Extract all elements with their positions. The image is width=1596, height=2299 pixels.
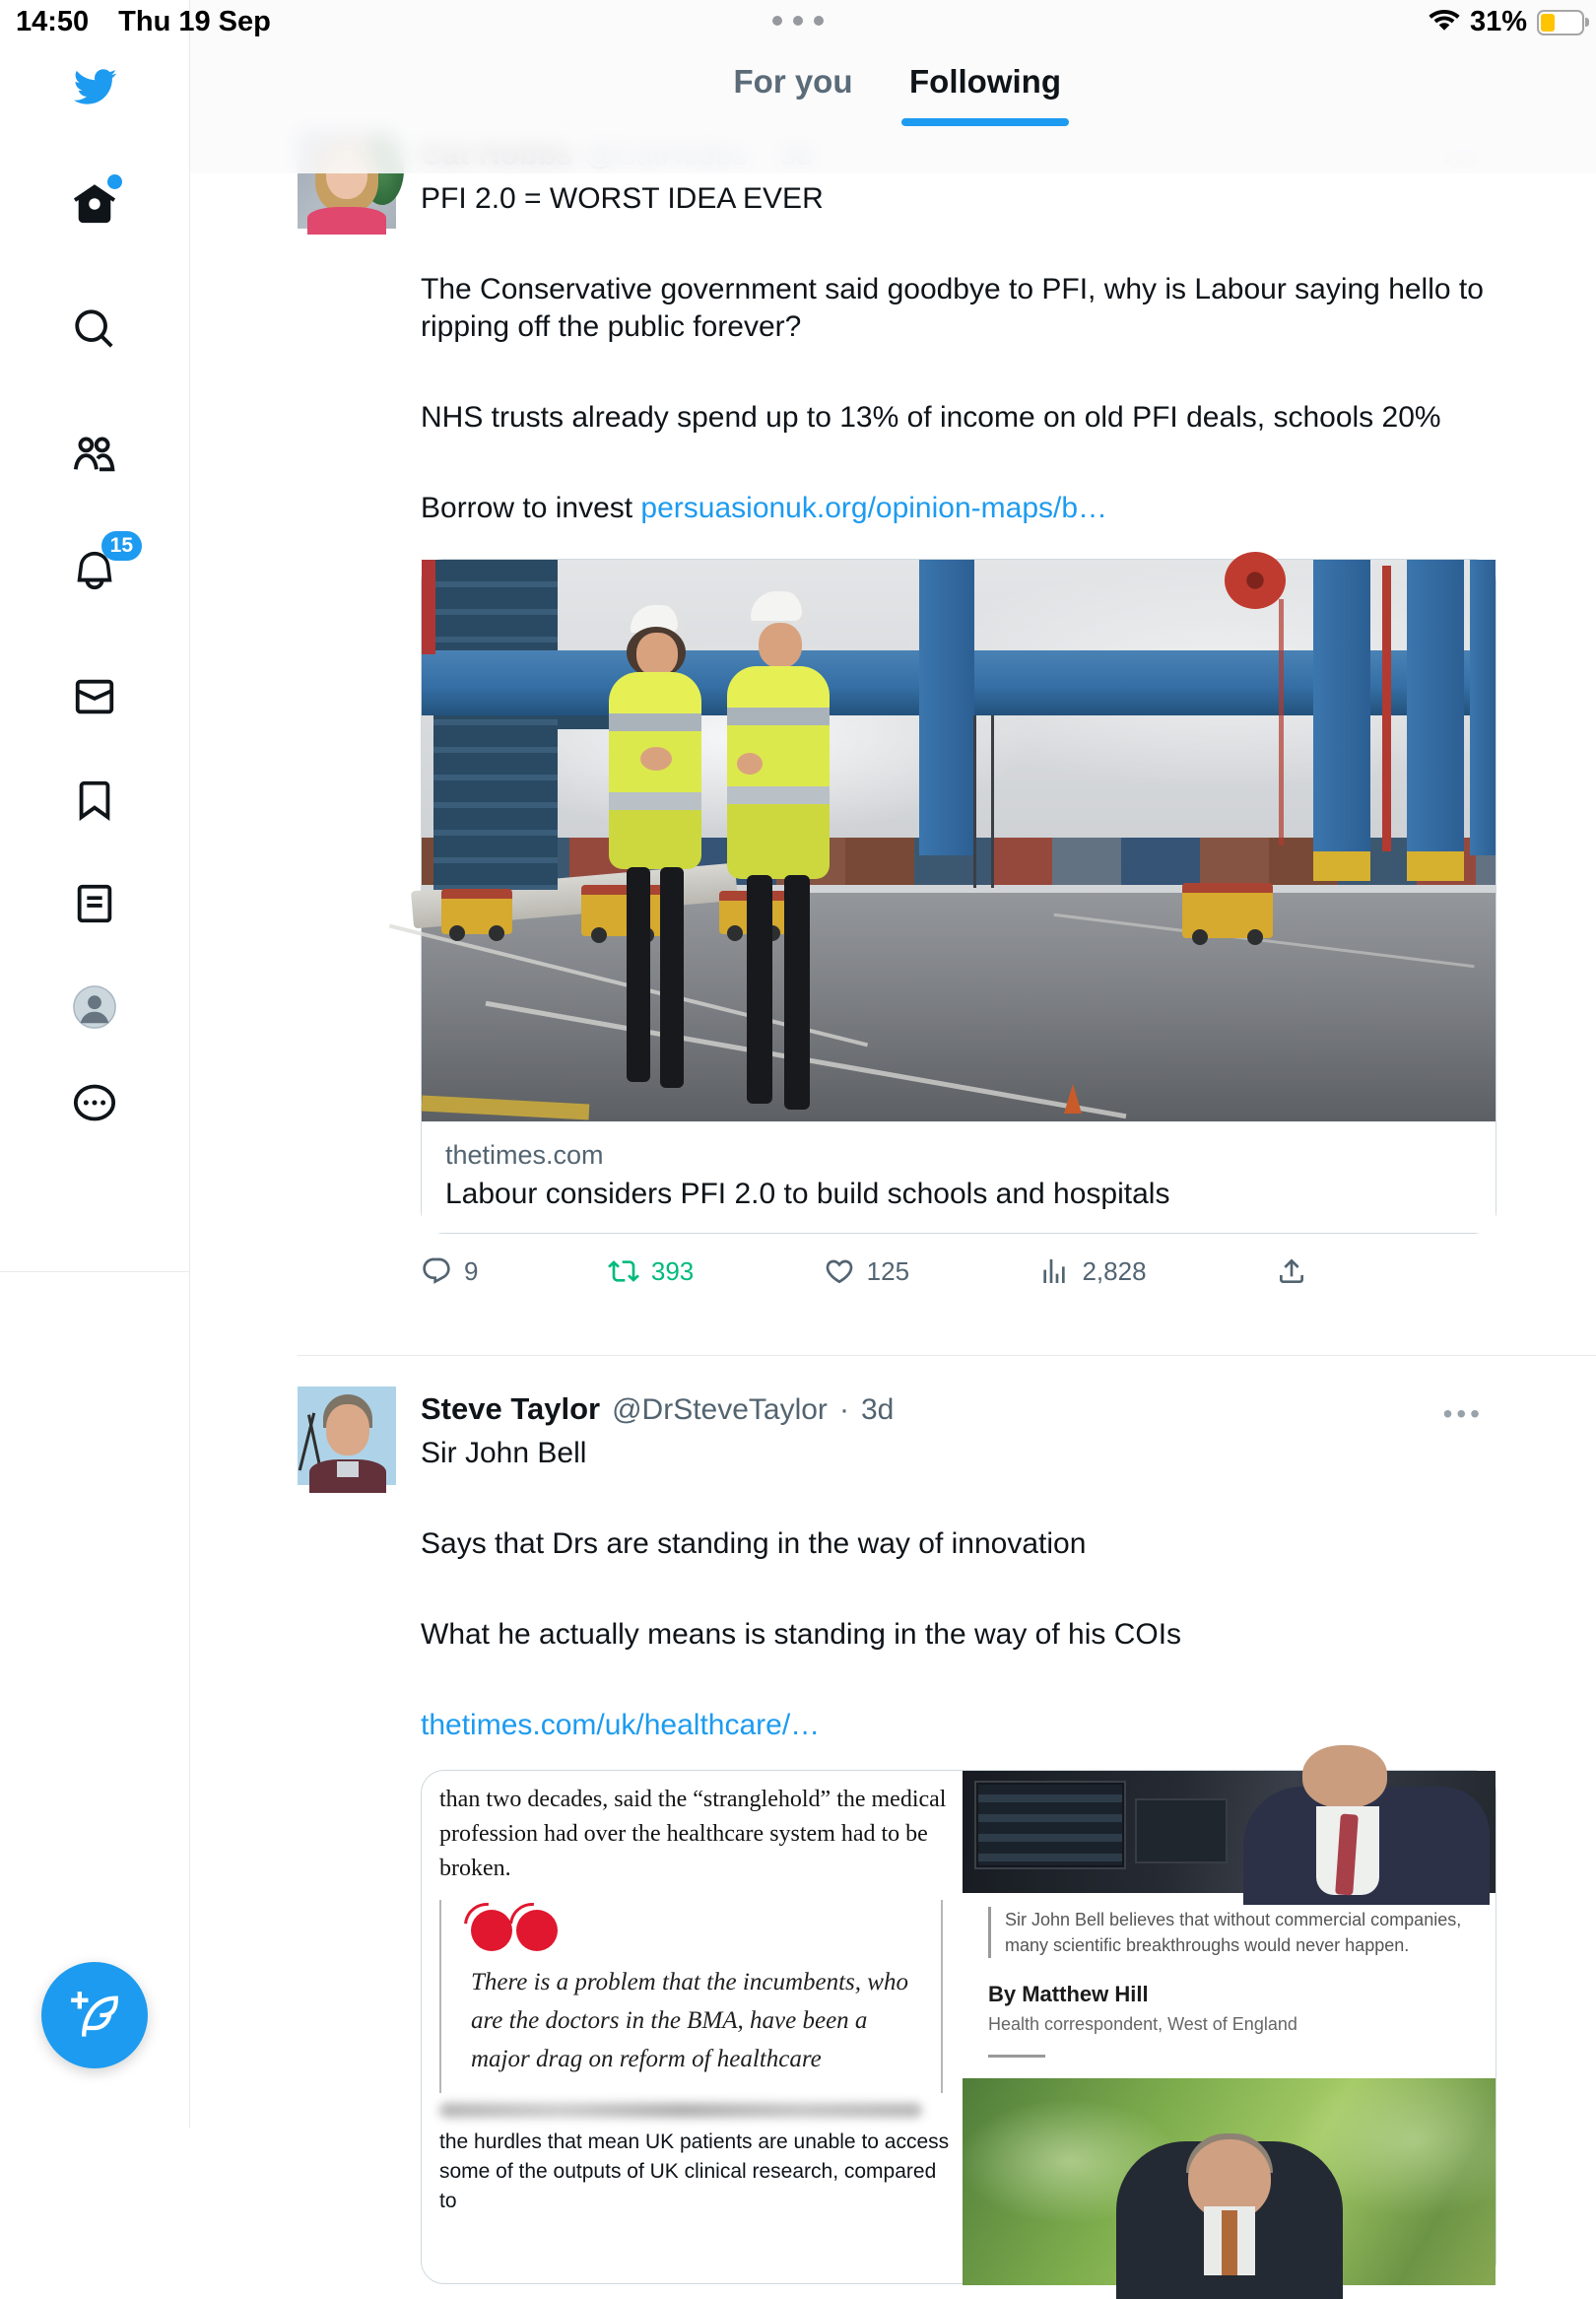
multitasking-indicator[interactable] (772, 16, 824, 26)
reply-icon (421, 1255, 452, 1287)
link-card[interactable] (421, 559, 1496, 1234)
tweet-link[interactable]: thetimes.com/uk/healthcare/… (421, 1709, 821, 1741)
sidebar-item-bookmarks[interactable] (69, 775, 120, 826)
communities-icon (72, 432, 117, 477)
quote-marks-icon (471, 1910, 927, 1951)
views-icon (1038, 1255, 1070, 1287)
tweet-text-line: Says that Drs are standing in the way of innovation (421, 1527, 1087, 1560)
tweet-text-line (421, 1707, 1491, 1744)
tweet-steve-taylor[interactable]: ••• Steve Taylor @DrSteveTaylor · 3d Sir John Bell Says that Drs are standing in the way of innovation What he actually means is standing in the way of his COIs thetimes.com/uk/healthcare/… than two decades, said the “stranglehold” the medical profession had over the healthcare system had to be broken. There is a problem that the incumbents, who are the doctors in the BMA, have been a major drag on reform of healthcare the hurdles that mean UK patients are unable to access some of the outputs of UK clinical research, compared to Sir John Bell believes that without commercial companies, many scientific breakthroughs would never happen. By Matthew Hill Health correspondent, West of England (189, 1355, 1596, 2284)
sidebar-item-communities[interactable] (69, 429, 120, 480)
profile-avatar-icon (72, 984, 117, 1030)
battery-icon (1537, 10, 1584, 35)
article-photo-sir-john-bell (963, 1771, 1496, 1893)
sidebar-divider (0, 1271, 189, 1272)
views-count: 2,828 (1082, 1256, 1147, 1286)
engagement-bar (421, 1255, 1307, 1287)
tweet-cat-hobbs[interactable] (189, 118, 1596, 1287)
wifi-icon (1429, 10, 1460, 35)
tweet-timestamp: 3d (860, 1393, 895, 1426)
notifications-badge: 15 (101, 531, 142, 561)
article-paragraph: than two decades, said the “stranglehold” the medical profession had over the healthcare system had to be broken. (439, 1787, 947, 1881)
author-handle[interactable]: @DrSteveTaylor (612, 1393, 828, 1426)
tweet-text-line: Borrow to invest persuasionuk.org/opinion-maps/b… (421, 492, 1108, 524)
tweet-link[interactable]: persuasionuk.org/opinion-maps/b… (640, 492, 1108, 524)
reply-button[interactable] (421, 1255, 478, 1287)
date: Thu 19 Sep (118, 6, 271, 37)
tab-following[interactable]: Following (909, 63, 1061, 100)
twitter-logo[interactable] (69, 61, 120, 112)
more-circle-icon (72, 1080, 117, 1125)
article-photo-second (963, 2078, 1496, 2285)
blurred-text-band (439, 2103, 922, 2118)
sidebar-item-home[interactable] (69, 178, 120, 230)
article-byline-role: Health correspondent, West of England (988, 2014, 1297, 2034)
article-byline: By Matthew Hill (988, 1982, 1149, 2006)
article-divider (988, 2055, 1045, 2058)
sidebar-item-search[interactable] (69, 304, 120, 355)
tweet-separator (298, 1355, 1596, 1356)
person-hi-vis-right (717, 585, 839, 1117)
avatar-steve-taylor[interactable] (298, 1386, 396, 1485)
article-photo-caption: Sir John Bell believes that without commercial companies, many scientific breakthroughs would never happen. (988, 1907, 1470, 1958)
timeline (189, 0, 1596, 2212)
repost-button[interactable] (608, 1255, 694, 1287)
share-icon (1276, 1255, 1307, 1287)
bookmark-icon (72, 778, 117, 823)
article-left-column (422, 1771, 963, 2283)
share-button[interactable] (1276, 1255, 1307, 1287)
sidebar-item-messages[interactable] (69, 671, 120, 722)
link-card-domain: thetimes.com (445, 1140, 604, 1170)
timeline-header (189, 0, 1596, 173)
link-card-title: Labour considers PFI 2.0 to build schools and hospitals (445, 1178, 1170, 1210)
battery-fill (1541, 14, 1555, 32)
reply-count: 9 (464, 1256, 479, 1286)
sidebar-item-more[interactable] (69, 1077, 120, 1128)
status-bar-right (1429, 6, 1584, 38)
tweet-text-line: Sir John Bell (421, 1437, 587, 1469)
article-right-column (963, 1771, 1496, 2283)
tweet-text-line: What he actually means is standing in the way of his COIs (421, 1618, 1182, 1651)
article-quote-text: There is a problem that the incumbents, who are the doctors in the BMA, have been a major drag on reform of healthcare (471, 1969, 908, 2072)
repost-icon (608, 1255, 639, 1287)
link-card-footer[interactable] (422, 1121, 1496, 1233)
sidebar-item-profile[interactable] (69, 981, 120, 1033)
tweet-text-line: NHS trusts already spend up to 13% of income on old PFI deals, schools 20% (421, 401, 1441, 434)
lists-icon (72, 881, 117, 926)
repost-count: 393 (650, 1256, 695, 1286)
article-image-card[interactable] (421, 1770, 1496, 2284)
like-count: 125 (866, 1256, 910, 1286)
compose-button[interactable] (41, 1962, 148, 2068)
active-tab-underline (901, 118, 1069, 126)
traffic-cone (1064, 1084, 1082, 1114)
tweet-text-line: PFI 2.0 = WORST IDEA EVER (421, 182, 824, 215)
article-paragraph: the hurdles that mean UK patients are unable to access some of the outputs of UK clinical research, compared to (439, 2130, 950, 2212)
views-button[interactable] (1038, 1255, 1146, 1287)
link-card-image-dock-scene[interactable] (422, 560, 1496, 1121)
tab-for-you[interactable]: For you (733, 63, 853, 100)
mail-icon (72, 674, 117, 719)
search-icon (72, 306, 117, 352)
sidebar-item-lists[interactable] (69, 878, 120, 929)
home-unread-dot (107, 174, 122, 189)
person-hi-vis-left (599, 599, 707, 1107)
battery-percent: 31% (1469, 6, 1527, 37)
status-bar-left (16, 6, 271, 38)
article-pull-quote (439, 1900, 943, 2093)
compose-icon (69, 1990, 120, 2041)
author-name[interactable]: Steve Taylor (421, 1391, 601, 1426)
tweet-more-button[interactable]: ••• (1442, 1398, 1484, 1429)
like-icon (824, 1255, 855, 1287)
sidebar (0, 0, 190, 2129)
like-button[interactable] (824, 1255, 909, 1287)
tweet-text-line: The Conservative government said goodbye to PFI, why is Labour saying hello to ripping off the public forever? (421, 273, 1484, 343)
sidebar-item-notifications[interactable] (69, 534, 133, 596)
clock: 14:50 (16, 6, 90, 37)
